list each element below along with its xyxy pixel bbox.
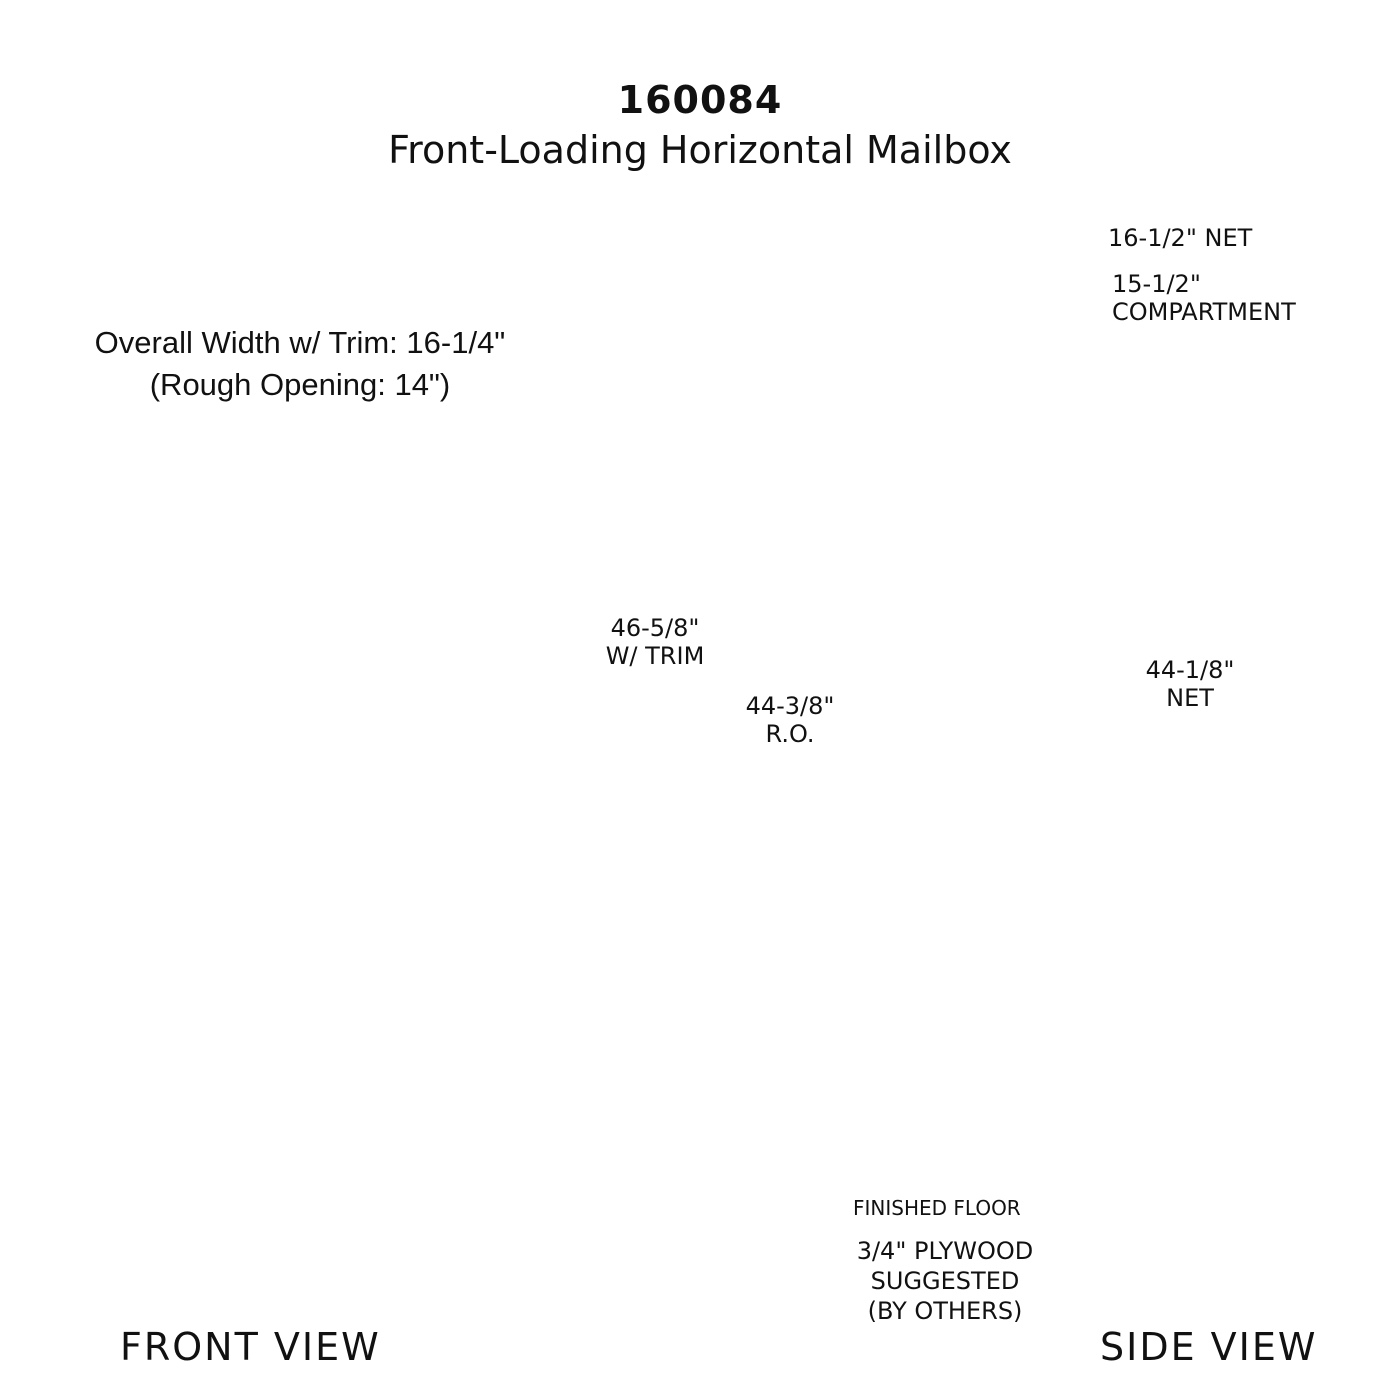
- door-lock-icon[interactable]: [167, 1065, 176, 1074]
- door-lock-icon[interactable]: [362, 1154, 371, 1163]
- door-lock-icon[interactable]: [297, 977, 306, 986]
- door-lock-icon[interactable]: [297, 534, 306, 543]
- door-lock-icon[interactable]: [362, 1065, 371, 1074]
- net-height-caption: NET: [1166, 684, 1214, 712]
- door-lock-icon[interactable]: [232, 888, 241, 897]
- door-row-divider: [163, 1021, 423, 1027]
- plywood-note: [830, 1236, 1060, 1326]
- door-lock-icon[interactable]: [297, 623, 306, 632]
- door-lock-icon[interactable]: [362, 888, 371, 897]
- height-with-trim-value: 46-5/8": [610, 614, 700, 642]
- plywood-note-line3: (BY OTHERS): [867, 1297, 1023, 1325]
- net-width-label: 16-1/2" NET: [1108, 224, 1253, 252]
- rough-opening-height-label: [725, 692, 855, 748]
- shelf-bracket: [948, 962, 1060, 1085]
- door-lock-icon[interactable]: [174, 797, 188, 811]
- front-view-drawing: [135, 434, 452, 1228]
- door-lock-icon[interactable]: [232, 1154, 241, 1163]
- finished-floor: [862, 1172, 985, 1186]
- compartment-width-label: [1112, 270, 1296, 326]
- door-lock-icon[interactable]: [362, 534, 371, 543]
- height-with-trim-label: [590, 614, 720, 670]
- door-row-divider: [163, 579, 423, 585]
- net-height-label: [1125, 656, 1255, 712]
- upper-stud: [895, 314, 965, 406]
- door-panel: [160, 495, 425, 1207]
- model-number: 160084: [617, 78, 783, 122]
- door-lock-icon[interactable]: [232, 800, 241, 809]
- plywood-leader: [1040, 966, 1228, 1270]
- width-arrow: [135, 434, 452, 454]
- plywood-note-line1: 3/4" PLYWOOD: [856, 1237, 1034, 1265]
- trim-frame: [141, 478, 446, 1228]
- door-lock-icon[interactable]: [297, 1154, 306, 1163]
- rough-opening-text: (Rough Opening: 14"): [149, 367, 451, 402]
- lower-stud: [878, 960, 965, 1172]
- rough-opening-height-caption: R.O.: [765, 720, 815, 748]
- door-row-divider: [163, 667, 423, 673]
- door-lock-icon[interactable]: [232, 1065, 241, 1074]
- compartment-width-caption: COMPARTMENT: [1112, 298, 1296, 326]
- cross-brace: [914, 590, 1089, 766]
- door-lock-icon[interactable]: [167, 1154, 176, 1163]
- compartment-shelves: [890, 480, 1086, 876]
- front-view-label: FRONT VIEW: [120, 1325, 381, 1369]
- side-view-label: SIDE VIEW: [1100, 1325, 1318, 1369]
- door-lock-icon[interactable]: [232, 711, 241, 720]
- door-lock-icon[interactable]: [297, 800, 306, 809]
- net-height-value: 44-1/8": [1145, 656, 1235, 684]
- door-lock-icon[interactable]: [232, 534, 241, 543]
- door-lock-icon[interactable]: [362, 977, 371, 986]
- height-with-trim-caption: W/ TRIM: [605, 642, 705, 670]
- door-lock-icon[interactable]: [297, 711, 306, 720]
- door-row-divider: [163, 933, 423, 939]
- door-lock-icon[interactable]: [362, 711, 371, 720]
- door-row-divider: [163, 756, 423, 762]
- mailbox-body: [912, 408, 1092, 946]
- overall-width-text: Overall Width w/ Trim: 16-1/4": [94, 325, 506, 360]
- door-row-divider: [163, 1198, 423, 1204]
- rough-opening-height-value: 44-3/8": [745, 692, 835, 720]
- marked-door-x: [182, 774, 214, 834]
- door-lock-icon[interactable]: [167, 534, 176, 543]
- door-lock-icon[interactable]: [232, 977, 241, 986]
- door-lock-icon[interactable]: [362, 800, 371, 809]
- door-lock-icon[interactable]: [232, 623, 241, 632]
- plywood-shelf: [895, 946, 1240, 960]
- plywood-note-line2: SUGGESTED: [870, 1267, 1020, 1295]
- door-lock-icon[interactable]: [297, 1065, 306, 1074]
- mailbox-doors: [163, 498, 423, 1204]
- door-row-divider: [163, 844, 423, 850]
- product-title: Front-Loading Horizontal Mailbox: [388, 128, 1012, 172]
- door-lock-icon[interactable]: [167, 623, 176, 632]
- door-lock-icon[interactable]: [297, 888, 306, 897]
- door-lock-icon[interactable]: [167, 977, 176, 986]
- finished-floor-label: FINISHED FLOOR: [853, 1196, 1021, 1220]
- overall-width-label: [20, 322, 580, 406]
- door-lock-icon[interactable]: [167, 711, 176, 720]
- compartment-width-value: 15-1/2": [1112, 270, 1201, 298]
- door-lock-icon[interactable]: [167, 888, 176, 897]
- door-row-divider: [163, 1110, 423, 1116]
- door-lock-icon[interactable]: [362, 623, 371, 632]
